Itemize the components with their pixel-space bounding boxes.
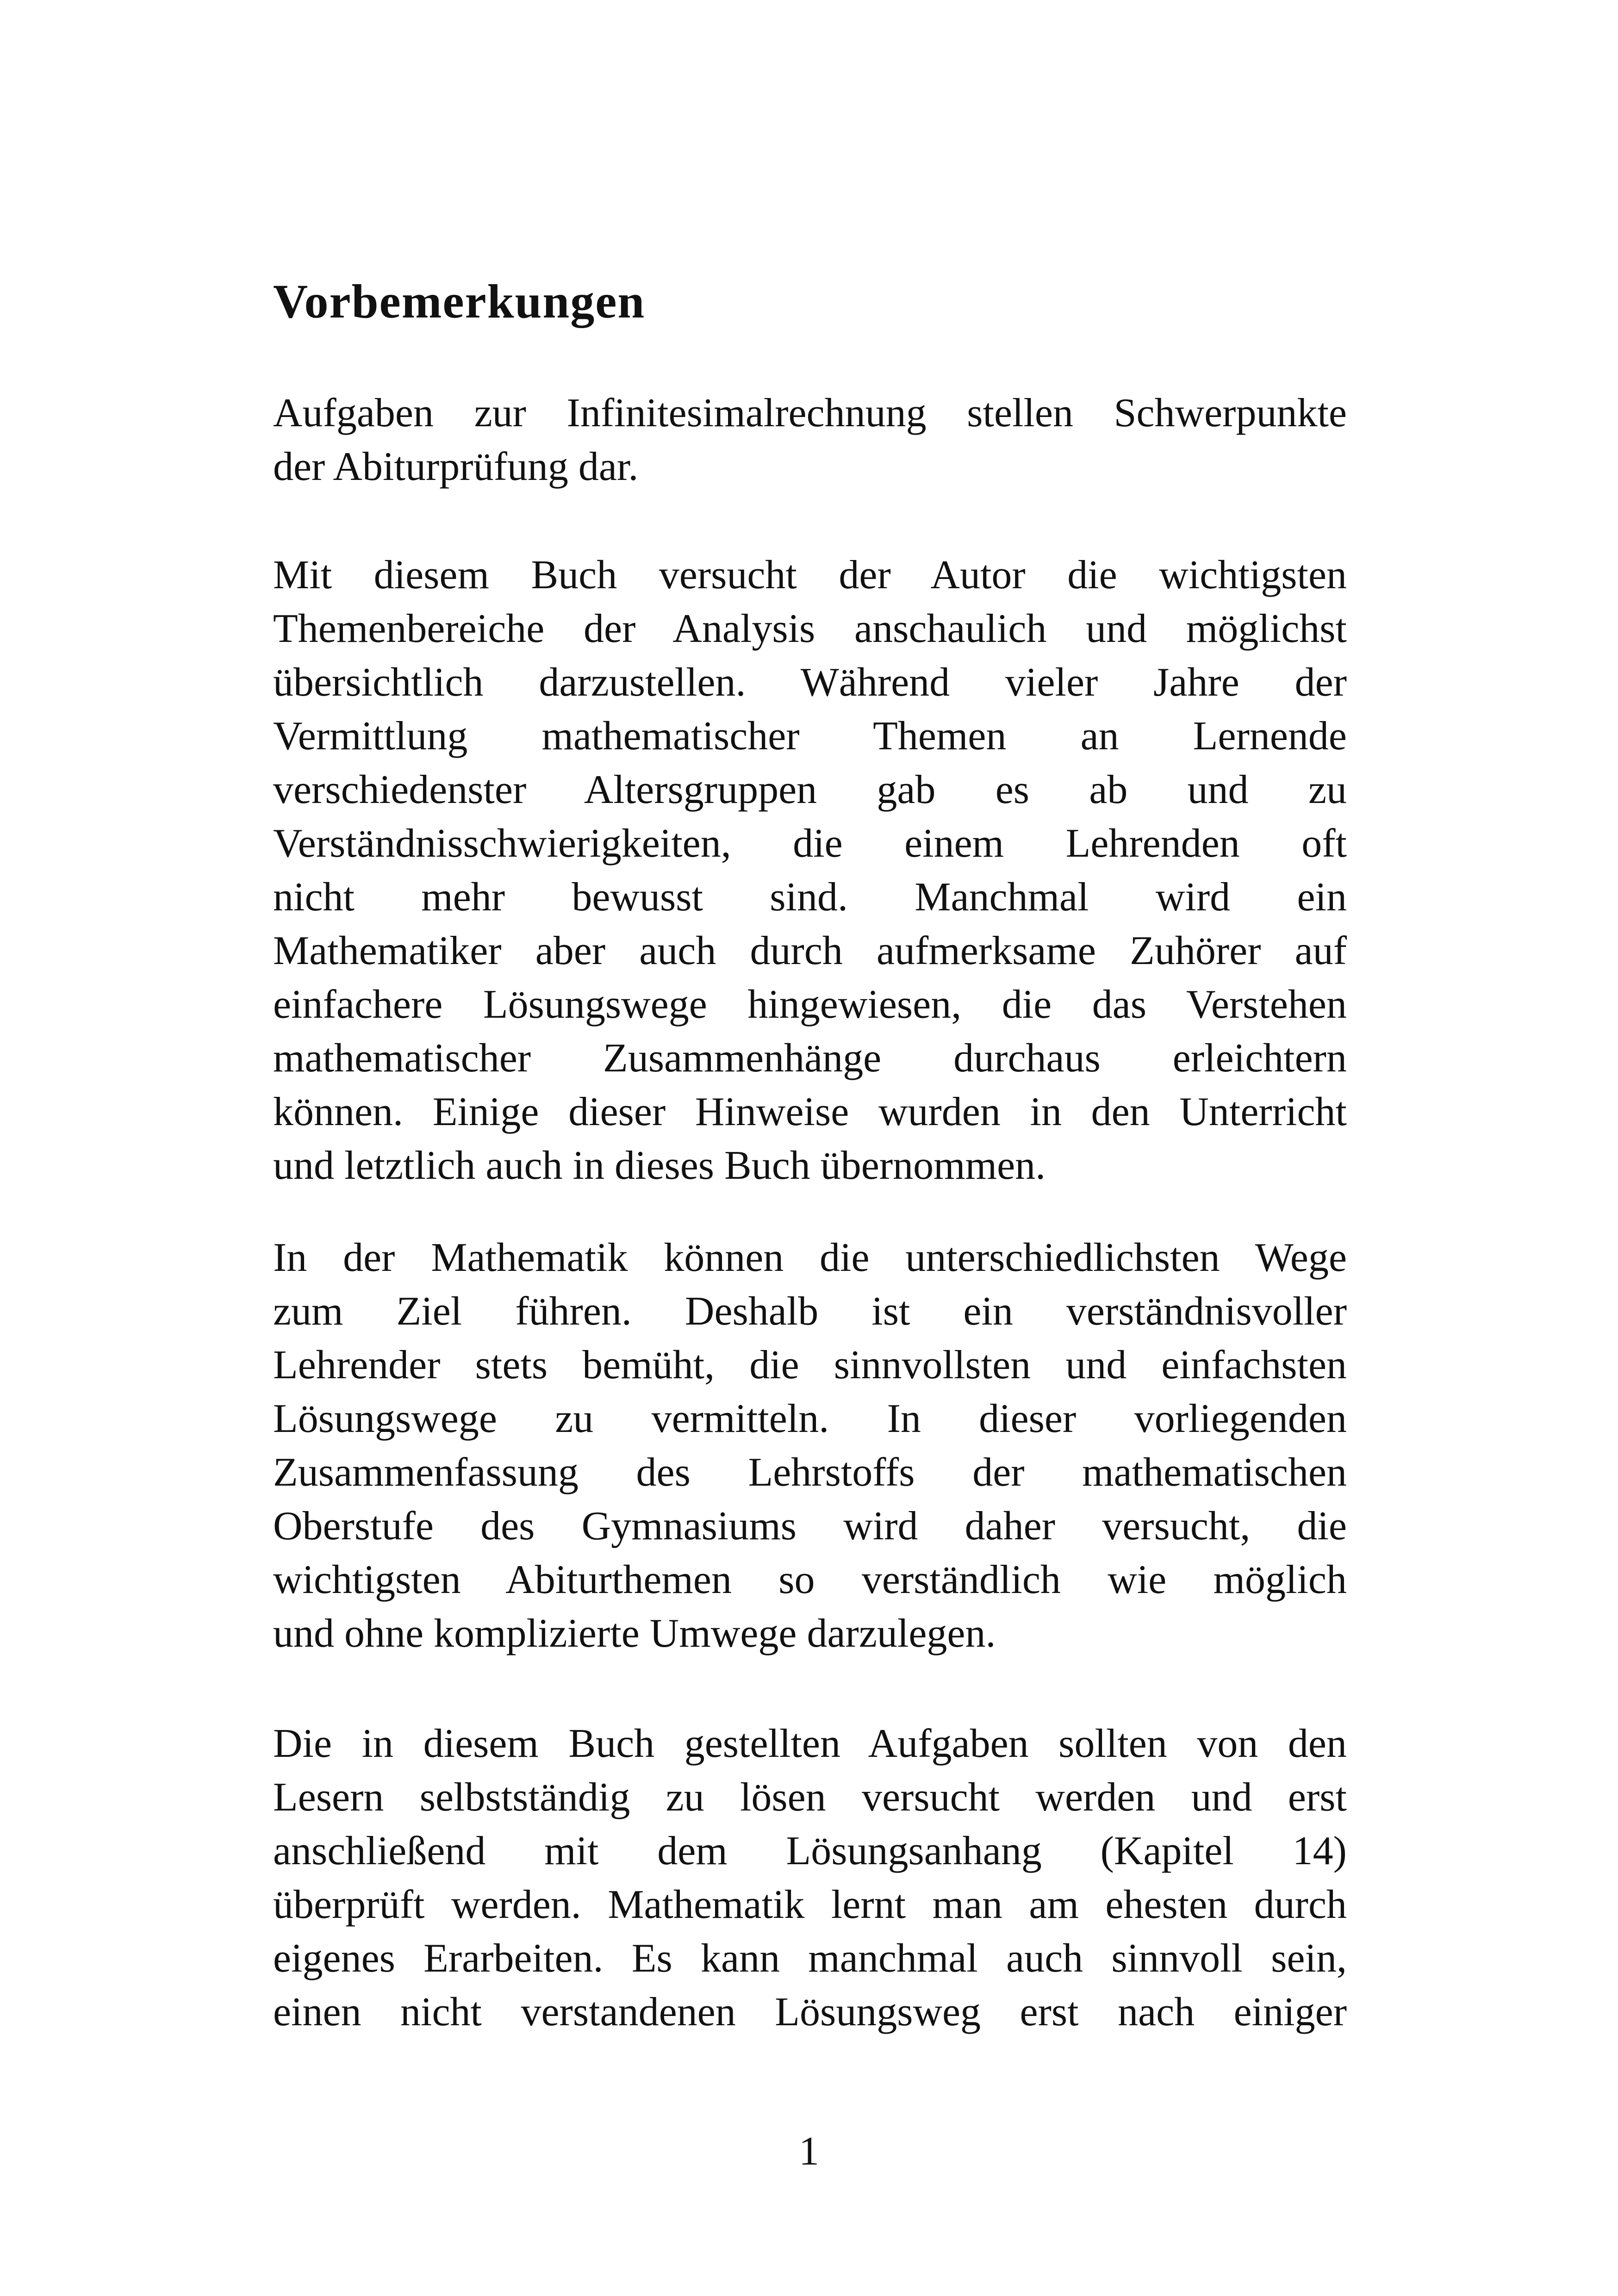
page-title: Vorbemerkungen (273, 275, 646, 328)
text-line: zum Ziel führen. Deshalb ist ein verständnisvoller (273, 1289, 1347, 1334)
paragraph-3 (273, 1231, 1347, 1661)
paragraph-1 (273, 386, 1347, 494)
text-line: Lesern selbstständig zu lösen versucht werden und erst (273, 1775, 1347, 1820)
paragraph-2 (273, 548, 1347, 1193)
text-line: Vermittlung mathematischer Themen an Lernende (273, 714, 1347, 759)
text-line: anschließend mit dem Lösungsanhang (Kapitel 14) (273, 1829, 1347, 1873)
text-line: Mathematiker aber auch durch aufmerksame Zuhörer auf (273, 928, 1347, 973)
paragraph-4 (273, 1717, 1347, 2039)
text-line: Oberstufe des Gymnasiums wird daher versucht, die (273, 1504, 1347, 1549)
text-line: Die in diesem Buch gestellten Aufgaben sollten von den (273, 1721, 1347, 1766)
text-line: mathematischer Zusammenhänge durchaus erleichtern (273, 1036, 1347, 1081)
text-line: verschiedenster Altersgruppen gab es ab und zu (273, 767, 1347, 812)
text-line: eigenes Erarbeiten. Es kann manchmal auch sinnvoll sein, (273, 1936, 1347, 1981)
text-line: und letztlich auch in dieses Buch übernommen. (273, 1143, 1046, 1188)
page-number: 1 (799, 2129, 819, 2174)
text-line: Aufgaben zur Infinitesimalrechnung stellen Schwerpunkte (273, 391, 1347, 436)
text-line: Mit diesem Buch versucht der Autor die wichtigsten (273, 553, 1347, 597)
text-line: Themenbereiche der Analysis anschaulich und möglichst (273, 606, 1347, 651)
text-line: übersichtlich darzustellen. Während vieler Jahre der (273, 660, 1347, 705)
text-line: können. Einige dieser Hinweise wurden in den Unterricht (273, 1089, 1347, 1134)
text-line: der Abiturprüfung dar. (273, 444, 639, 489)
text-line: überprüft werden. Mathematik lernt man am ehesten durch (273, 1882, 1347, 1927)
text-line: Verständnisschwierigkeiten, die einem Lehrenden oft (273, 821, 1347, 866)
text-line: wichtigsten Abiturthemen so verständlich wie möglich (273, 1557, 1347, 1602)
text-line: Lehrender stets bemüht, die sinnvollsten und einfachsten (273, 1343, 1347, 1388)
text-line: Lösungswege zu vermitteln. In dieser vorliegenden (273, 1396, 1347, 1441)
text-line: Zusammenfassung des Lehrstoffs der mathematischen (273, 1450, 1347, 1495)
text-line: einfachere Lösungswege hingewiesen, die das Verstehen (273, 982, 1347, 1027)
text-line: einen nicht verstandenen Lösungsweg erst nach einiger (273, 1990, 1347, 2035)
text-line: In der Mathematik können die unterschiedlichsten Wege (273, 1235, 1347, 1280)
text-line: nicht mehr bewusst sind. Manchmal wird ein (273, 875, 1347, 920)
text-line: und ohne komplizierte Umwege darzulegen. (273, 1611, 996, 1656)
